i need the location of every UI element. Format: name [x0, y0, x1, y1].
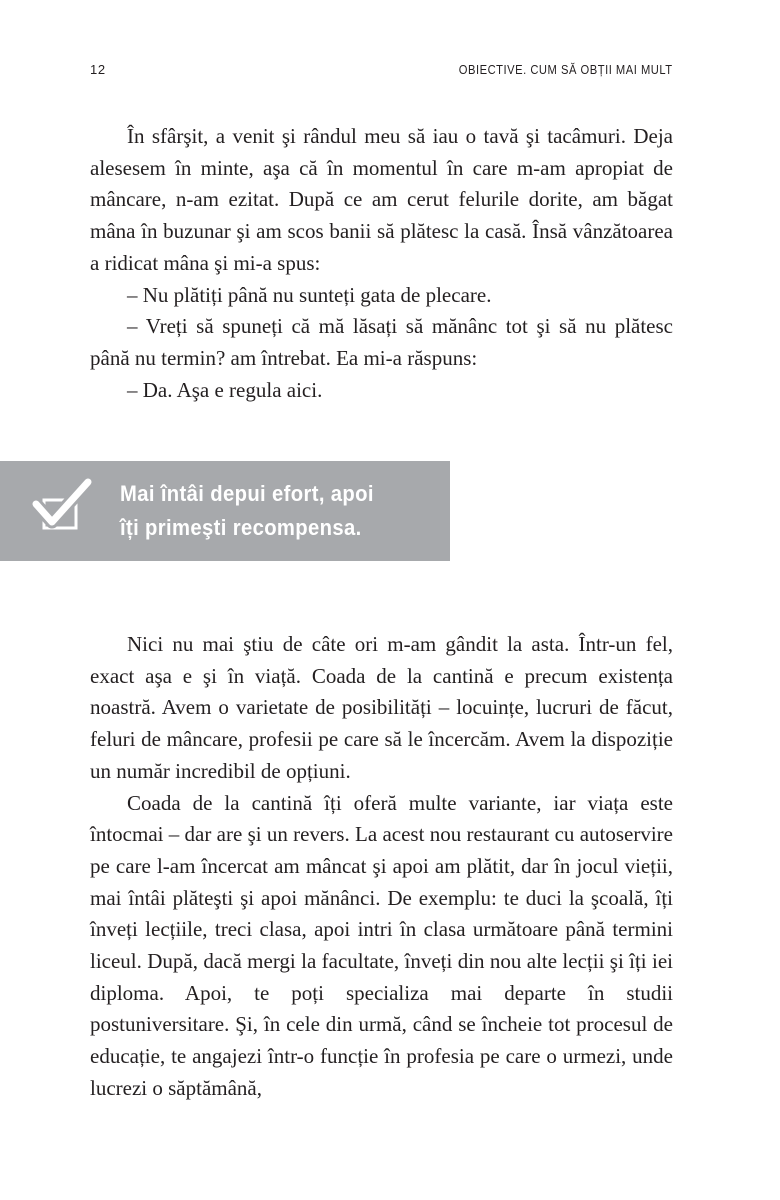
callout-text	[120, 477, 440, 545]
dialogue-line: – Nu plătiți până nu sunteți gata de plecare.	[127, 282, 492, 307]
checkbox-checkmark-icon	[30, 478, 96, 534]
paragraph: Coada de la cantină îți oferă multe variante, iar viața este întocmai – dar are şi un revers. La acest nou restaurant cu autoservire pe care l-am încercat am mâncat şi apoi am plătit, dar în jocul vieții, mai întâi plăteşti şi apoi mănânci. De exemplu: te duci la şcoală, îți înveți lecțiile, treci clasa, apoi intri în clasa următoare până termini liceul. După, dacă mergi la facultate, înveți din nou alte lecții şi îți iei diploma. Apoi, te poți specializa mai departe în studii postuniversitare. Şi, în cele din urmă, când se încheie tot procesul de educație, te angajezi într-o funcție în profesia pe care o urmezi, unde lucrezi o săptămână,	[90, 790, 673, 1100]
running-title: OBIECTIVE. CUM SĂ OBȚII MAI MULT	[459, 62, 673, 77]
dialogue-line: – Vreți să spuneți că mă lăsați să mănânc tot şi să nu plătesc până nu termin? am întrebat. Ea mi-a răspuns:	[90, 314, 673, 370]
paragraph: Nici nu mai ştiu de câte ori m-am gândit la asta. Într-un fel, exact aşa e şi în viață. Coada de la cantină e precum existența noastră. Avem o varietate de posibilități – locuințe, lucruri de făcut, feluri de mâncare, profesii pe care să le încercăm. Avem la dispoziție un număr incredibil de opțiuni.	[90, 632, 673, 783]
paragraph: În sfârşit, a venit şi rândul meu să iau o tavă şi tacâmuri. Deja alesesem în minte, aşa că în momentul în care m-am apropiat de mâncare, n-am ezitat. După ce am cerut felurile dorite, am băgat mâna în buzunar şi am scos banii să plătesc la casă. Însă vânzătoarea a ridicat mâna şi mi-a spus:	[90, 124, 673, 275]
page-number: 12	[90, 62, 106, 77]
page-header	[90, 62, 673, 82]
top-text-block	[90, 121, 673, 406]
dialogue-line: – Da. Aşa e regula aici.	[127, 377, 323, 402]
bottom-text-block	[90, 629, 673, 1105]
callout-line: Mai întâi depui efort, apoi	[120, 481, 374, 506]
callout-line: îți primeşti recompensa.	[120, 515, 362, 540]
